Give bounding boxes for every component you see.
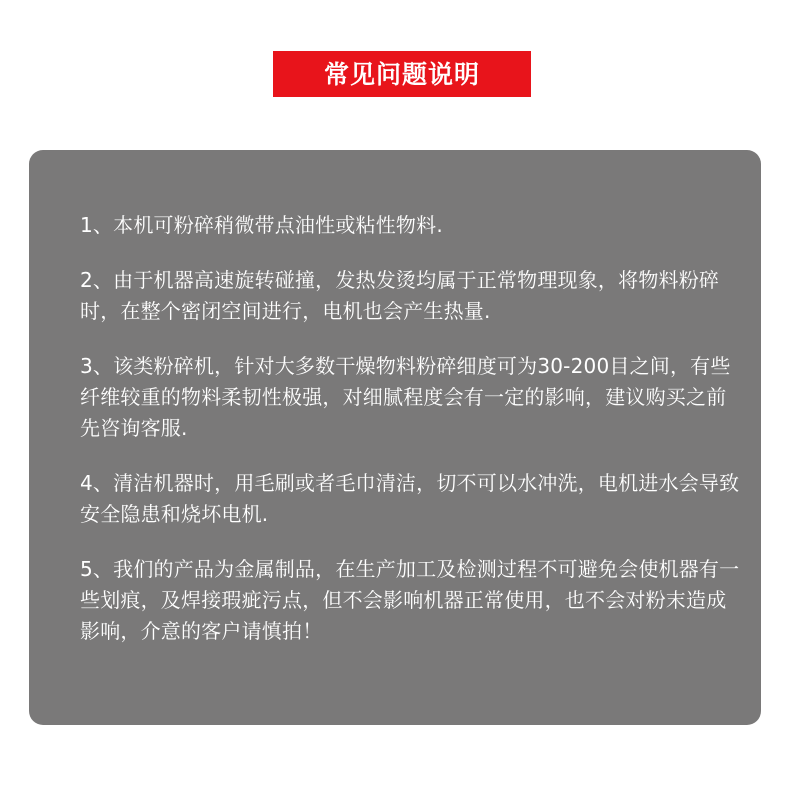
faq-item-5: 5、我们的产品为金属制品，在生产加工及检测过程不可避免会使机器有一些划痕，及焊接瑕疵污点，但不会影响机器正常使用，也不会对粉末造成影响，介意的客户请慎拍！ — [80, 557, 740, 643]
faq-item-4: 4、清洁机器时，用毛刷或者毛巾清洁，切不可以水冲洗，电机进水会导致安全隐患和烧坏电机. — [80, 471, 740, 526]
faq-panel — [29, 150, 761, 725]
faq-item-2: 2、由于机器高速旋转碰撞，发热发烫均属于正常物理现象，将物料粉碎时，在整个密闭空间进行，电机也会产生热量. — [80, 268, 720, 323]
title-banner — [273, 51, 531, 97]
faq-item-1: 1、本机可粉碎稍微带点油性或粘性物料. — [80, 213, 443, 237]
faq-item-3: 3、该类粉碎机，针对大多数干燥物料粉碎细度可为30-200目之间，有些纤维较重的物料柔韧性极强，对细腻程度会有一定的影响，建议购买之前先咨询客服. — [80, 354, 731, 440]
page-title: 常见问题说明 — [323, 59, 480, 89]
faq-list — [80, 210, 740, 647]
